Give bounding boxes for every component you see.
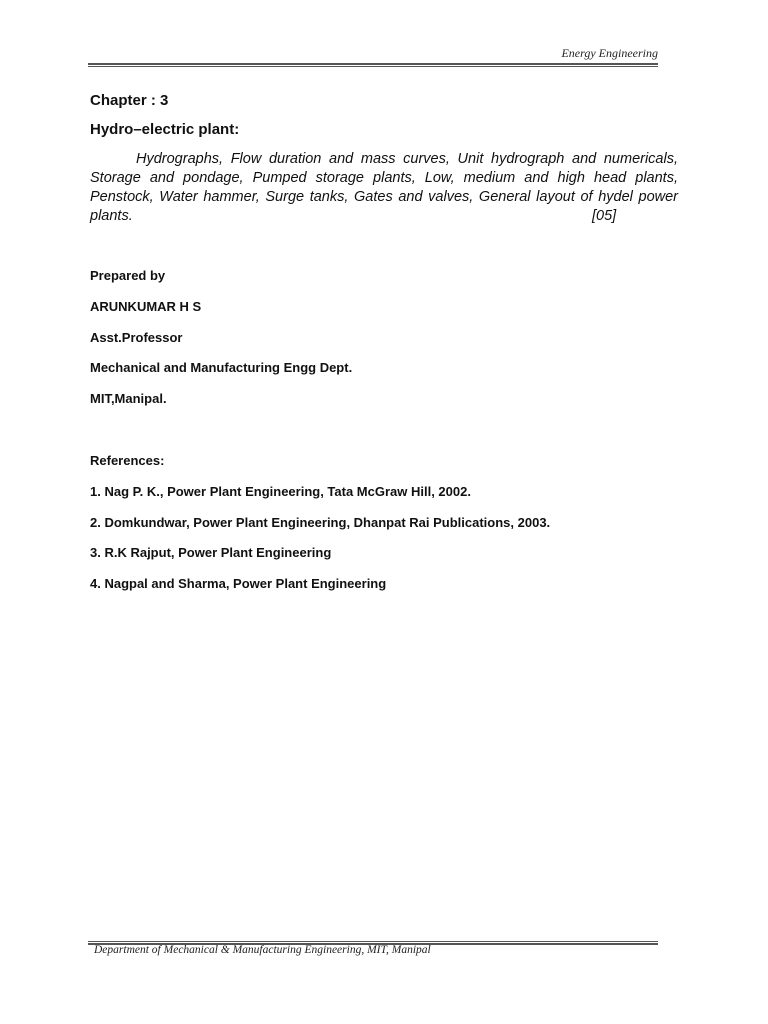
author-department: Mechanical and Manufacturing Engg Dept. [90, 360, 353, 375]
author-name: ARUNKUMAR H S [90, 299, 202, 314]
header-rule [88, 63, 658, 67]
running-header: Energy Engineering [561, 46, 658, 60]
reference-item: 3. R.K Rajput, Power Plant Engineering [90, 545, 332, 560]
reference-item: 1. Nag P. K., Power Plant Engineering, Tata McGraw Hill, 2002. [90, 484, 471, 499]
syllabus-paragraph [90, 150, 678, 226]
author-institute: MIT,Manipal. [90, 391, 167, 406]
author-designation: Asst.Professor [90, 330, 183, 345]
running-footer: Department of Mechanical & Manufacturing Engineering, MIT, Manipal [94, 944, 431, 956]
chapter-title: Hydro–electric plant: [90, 121, 240, 138]
reference-item: 2. Domkundwar, Power Plant Engineering, Dhanpat Rai Publications, 2003. [90, 515, 551, 530]
reference-item: 4. Nagpal and Sharma, Power Plant Engineering [90, 576, 387, 591]
chapter-number: Chapter : 3 [90, 92, 169, 109]
prepared-by-label: Prepared by [90, 268, 166, 283]
syllabus-text: Hydrographs, Flow duration and mass curves, Unit hydrograph and numericals, Storage and pondage, Pumped storage plants, Low, medium and high head plants, Penstock, Water hammer, Surge tanks, Gates and valves, General layout of hydel power plants. [90, 151, 678, 224]
references-label: References: [90, 453, 165, 468]
marks-label: [05] [592, 208, 617, 224]
